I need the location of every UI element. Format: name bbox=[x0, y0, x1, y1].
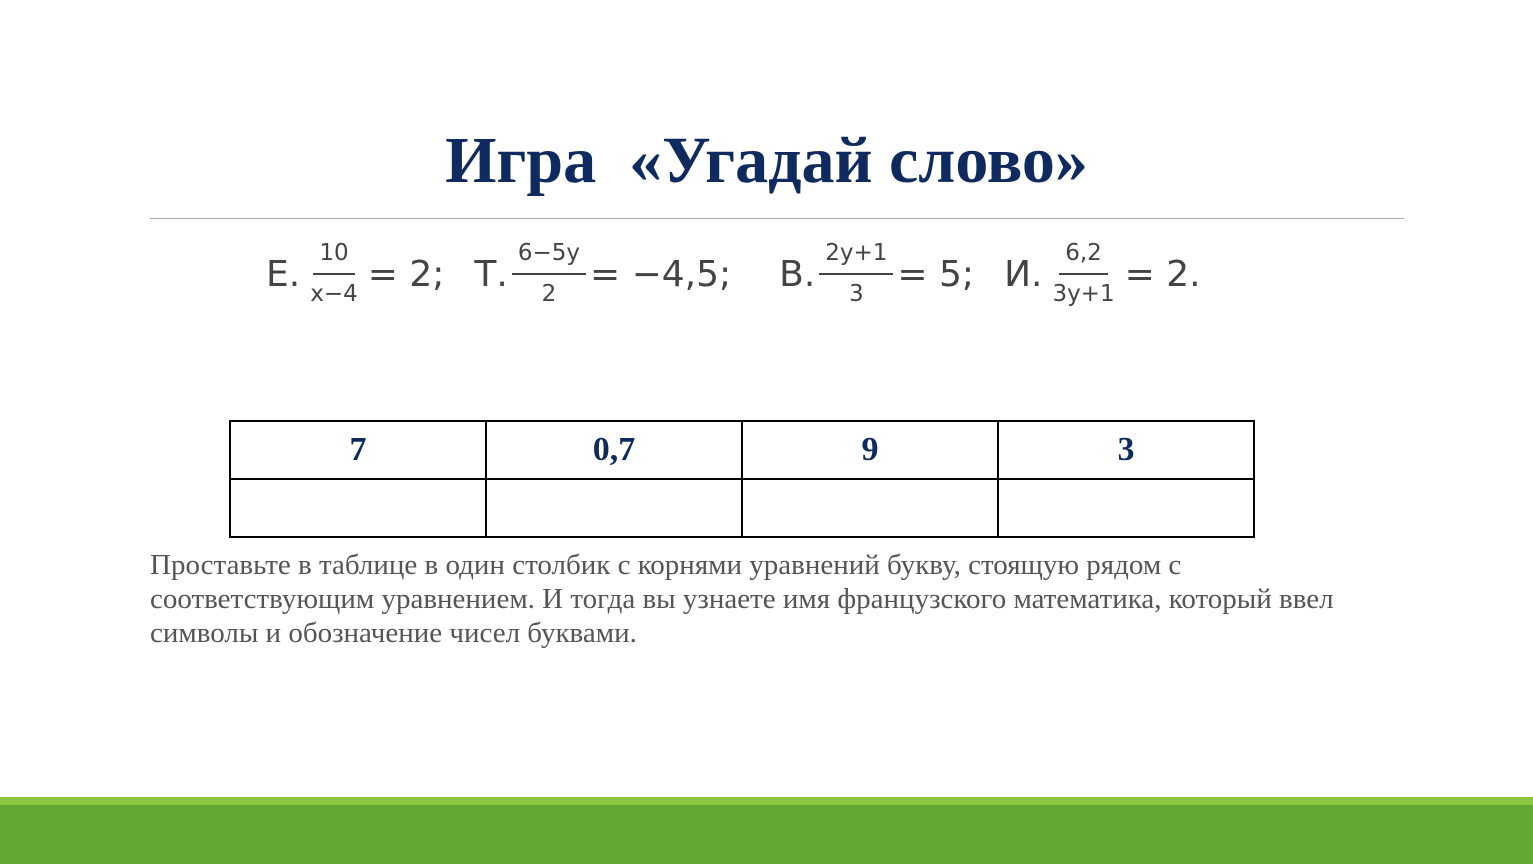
root-cell: 3 bbox=[998, 421, 1254, 479]
answer-cell[interactable] bbox=[742, 479, 998, 537]
fraction-numerator: 10 bbox=[313, 239, 354, 275]
root-cell: 7 bbox=[230, 421, 486, 479]
fraction-numerator: 2y+1 bbox=[819, 239, 893, 275]
title-divider bbox=[150, 218, 1404, 219]
equation-result: = −4,5; bbox=[589, 253, 732, 295]
answer-cell[interactable] bbox=[486, 479, 742, 537]
fraction-denominator: 3y+1 bbox=[1052, 281, 1115, 307]
fraction bbox=[304, 239, 364, 309]
equation-result: = 2. bbox=[1124, 253, 1201, 295]
equation-letter: Т. bbox=[474, 253, 508, 295]
fraction bbox=[512, 239, 586, 309]
root-cell: 9 bbox=[742, 421, 998, 479]
equation-result: = 5; bbox=[897, 253, 975, 295]
equation-t bbox=[474, 239, 731, 309]
fraction-numerator: 6−5y bbox=[512, 239, 586, 275]
answers-row bbox=[230, 479, 1254, 537]
answer-cell[interactable] bbox=[230, 479, 486, 537]
equation-i bbox=[1004, 239, 1201, 309]
equations-row bbox=[266, 234, 1201, 314]
fraction-denominator: x−4 bbox=[310, 281, 358, 307]
fraction-denominator: 3 bbox=[849, 281, 864, 307]
equation-e bbox=[266, 239, 444, 309]
equation-letter: И. bbox=[1004, 253, 1043, 295]
roots-row bbox=[230, 421, 1254, 479]
footer-band-dark bbox=[0, 805, 1533, 864]
fraction-denominator: 2 bbox=[541, 281, 557, 307]
footer-band-light bbox=[0, 797, 1533, 805]
fraction-numerator: 6,2 bbox=[1059, 239, 1108, 275]
instructions-text: Проставьте в таблице в один столбик с корнями уравнений букву, стоящую рядом с соответствующим уравнением. И тогда вы узнаете имя французского математика, который ввел символы и обозначение чисел буквами. bbox=[150, 549, 1334, 649]
fraction bbox=[1046, 239, 1120, 309]
answer-cell[interactable] bbox=[998, 479, 1254, 537]
fraction bbox=[819, 239, 893, 309]
equation-letter: Е. bbox=[266, 253, 301, 295]
equation-v bbox=[779, 239, 974, 309]
answer-table bbox=[229, 420, 1255, 538]
equation-letter: В. bbox=[779, 253, 816, 295]
root-cell: 0,7 bbox=[486, 421, 742, 479]
equation-result: = 2; bbox=[367, 253, 445, 295]
slide-title: Игра «Угадай слово» bbox=[445, 124, 1088, 197]
